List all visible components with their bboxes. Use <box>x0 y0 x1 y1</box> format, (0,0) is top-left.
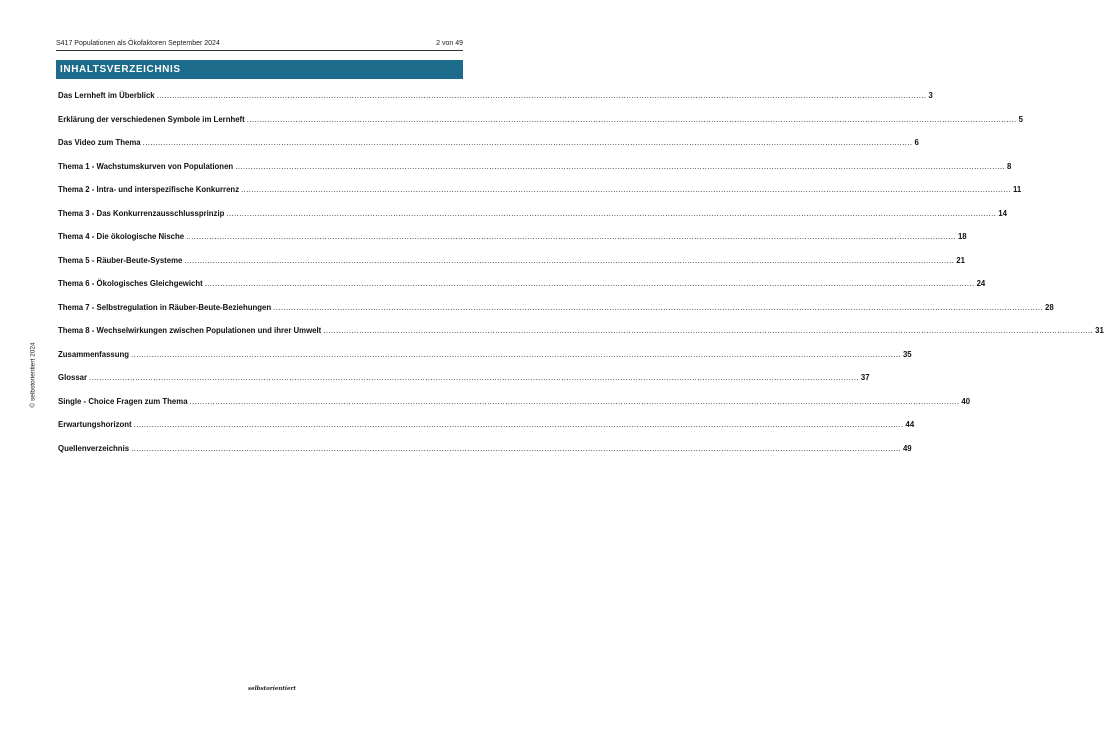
toc-entry-page[interactable]: 28 <box>1045 302 1054 312</box>
footer-logo: selbstorientiert <box>248 686 296 692</box>
toc-entry[interactable] <box>58 114 1023 139</box>
toc-entry-title[interactable]: Zusammenfassung <box>58 349 130 359</box>
toc-entry[interactable] <box>58 373 870 397</box>
toc-entry[interactable] <box>58 443 912 468</box>
toc-dot-leader: ............................................................................................................................................................................................................................................................................................................ <box>89 373 859 382</box>
toc-entry-page[interactable]: 6 <box>914 138 919 147</box>
toc-dot-leader: ............................................................................................................................................................................................................................................................................................................ <box>189 396 960 406</box>
toc-entry-page[interactable]: 8 <box>1007 161 1012 171</box>
toc-dot-leader: ............................................................................................................................................................................................................................................................................................................ <box>273 302 1044 312</box>
toc-entry[interactable] <box>58 279 986 303</box>
toc-dot-leader: ............................................................................................................................................................................................................................................................................................................ <box>235 161 1006 171</box>
toc-entry-title[interactable]: Thema 2 - Intra- und interspezifische Konkurrenz <box>58 185 240 194</box>
document-title: S417 Populationen als Ökofaktoren September 2024 <box>56 40 220 47</box>
toc-entry-title[interactable]: Glossar <box>58 373 88 382</box>
page-header <box>56 40 463 47</box>
copyright-note: © selbstorientiert 2024 <box>29 342 37 408</box>
toc-entry-title[interactable]: Quellenverzeichnis <box>58 443 130 453</box>
toc-entry-page[interactable]: 5 <box>1018 114 1023 124</box>
toc-entry[interactable] <box>58 396 971 421</box>
toc-entry-page[interactable]: 40 <box>961 396 971 406</box>
toc-entry[interactable] <box>58 255 965 280</box>
toc-entry-title[interactable]: Thema 1 - Wachstumskurven von Populationen <box>58 161 234 171</box>
toc-entry-page[interactable]: 44 <box>905 420 915 429</box>
toc-dot-leader: ............................................................................................................................................................................................................................................................................................................ <box>204 279 975 288</box>
toc-entry[interactable] <box>58 185 1022 209</box>
toc-entry-page[interactable]: 31 <box>1095 326 1104 335</box>
toc-entry-title[interactable]: Thema 3 - Das Konkurrenzausschlussprinzip <box>58 208 225 218</box>
toc-title-bar <box>56 60 463 79</box>
toc-entry[interactable] <box>58 138 919 162</box>
toc-dot-leader: ............................................................................................................................................................................................................................................................................................................ <box>184 255 955 265</box>
toc-dot-leader: ............................................................................................................................................................................................................................................................................................................ <box>131 443 901 453</box>
toc-entry[interactable] <box>58 420 915 444</box>
toc-entry-page[interactable]: 18 <box>957 232 967 241</box>
page-number: 2 von 49 <box>436 40 463 47</box>
toc-entry-page[interactable]: 14 <box>998 208 1007 218</box>
toc-entry[interactable] <box>58 161 1012 186</box>
toc-entry-page[interactable]: 35 <box>902 349 912 359</box>
toc-entry[interactable] <box>58 349 912 374</box>
toc-entry-page[interactable]: 11 <box>1012 185 1022 194</box>
toc-entry-page[interactable]: 37 <box>860 373 870 382</box>
toc-entry-page[interactable]: 3 <box>928 91 933 100</box>
toc-dot-leader: ............................................................................................................................................................................................................................................................................................................ <box>226 208 997 218</box>
toc-entry[interactable] <box>58 232 967 256</box>
toc-entry-title[interactable]: Thema 8 - Wechselwirkungen zwischen Populationen und ihrer Umwelt <box>58 326 322 335</box>
toc-entry[interactable] <box>58 326 1104 350</box>
toc-entry-title[interactable]: Thema 6 - Ökologisches Gleichgewicht <box>58 279 203 288</box>
toc-entry-title[interactable]: Single - Choice Fragen zum Thema <box>58 396 188 406</box>
toc-entry-title[interactable]: Thema 4 - Die ökologische Nische <box>58 232 185 241</box>
toc-entry[interactable] <box>58 208 1007 233</box>
toc-dot-leader: ............................................................................................................................................................................................................................................................................................................ <box>323 326 1094 335</box>
toc-dot-leader: ............................................................................................................................................................................................................................................................................................................ <box>133 420 904 429</box>
toc-entry-page[interactable]: 24 <box>976 279 986 288</box>
toc-entry-title[interactable]: Thema 5 - Räuber-Beute-Systeme <box>58 255 183 265</box>
toc-dot-leader: ............................................................................................................................................................................................................................................................................................................ <box>131 349 901 359</box>
toc-entry-title[interactable]: Thema 7 - Selbstregulation in Räuber-Beute-Beziehungen <box>58 302 272 312</box>
toc-entry-page[interactable]: 21 <box>956 255 965 265</box>
toc-entry-title[interactable]: Erwartungshorizont <box>58 420 132 429</box>
toc-title: INHALTSVERZEICHNIS <box>60 64 181 75</box>
toc-entry-title[interactable]: Das Lernheft im Überblick <box>58 91 155 100</box>
toc-entry[interactable] <box>58 91 933 115</box>
header-divider <box>56 50 463 51</box>
toc-dot-leader: ............................................................................................................................................................................................................................................................................................................ <box>241 185 1011 194</box>
toc-entry-title[interactable]: Erklärung der verschiedenen Symbole im Lernheft <box>58 114 245 124</box>
toc-dot-leader: ............................................................................................................................................................................................................................................................................................................ <box>142 138 913 147</box>
toc-entry[interactable] <box>58 302 1054 327</box>
toc-entry-page[interactable]: 49 <box>902 443 912 453</box>
toc-dot-leader: ............................................................................................................................................................................................................................................................................................................ <box>246 114 1017 124</box>
toc-entry-title[interactable]: Das Video zum Thema <box>58 138 141 147</box>
toc-dot-leader: ............................................................................................................................................................................................................................................................................................................ <box>156 91 927 100</box>
table-of-contents <box>58 91 1104 467</box>
toc-dot-leader: ............................................................................................................................................................................................................................................................................................................ <box>186 232 956 241</box>
